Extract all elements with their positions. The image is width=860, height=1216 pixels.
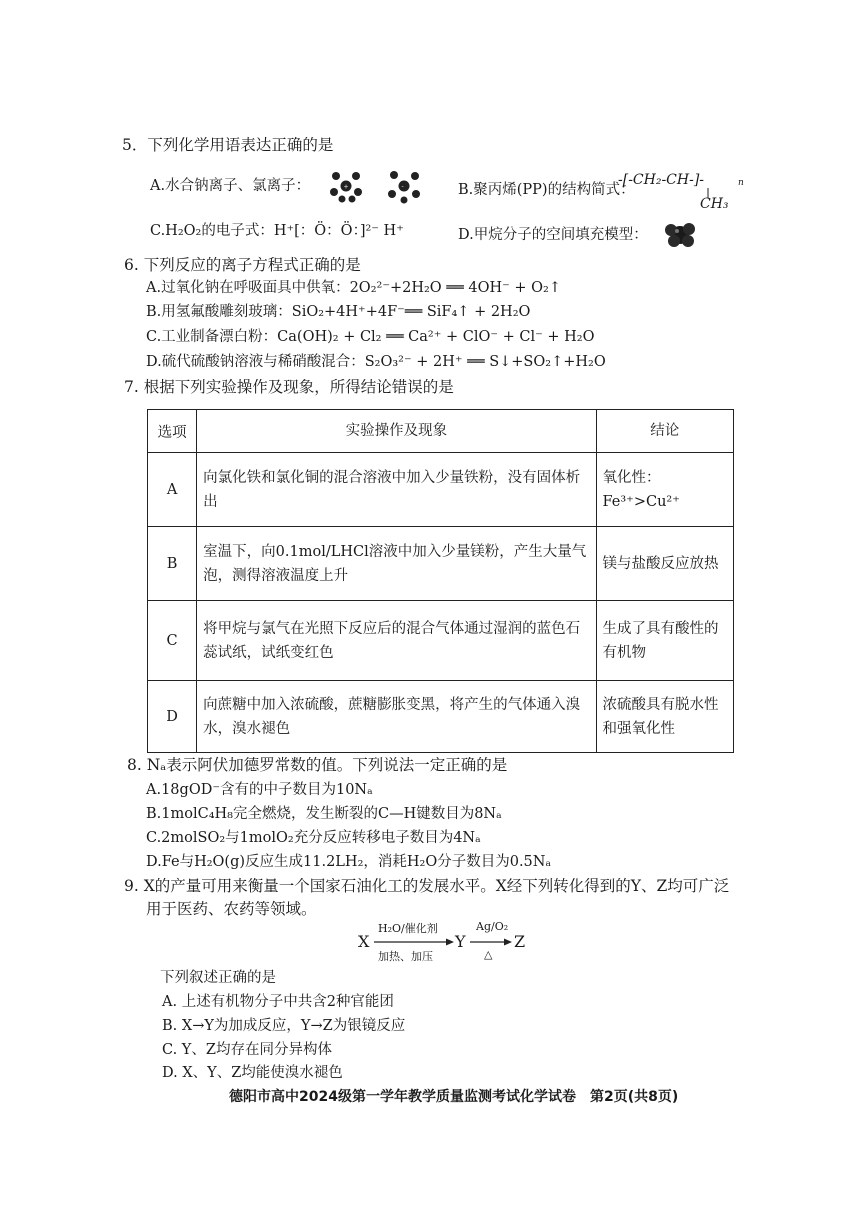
q9-lead: 下列叙述正确的是 (160, 970, 276, 986)
q6-option-c: C.工业制备漂白粉：Ca(OH)₂ + Cl₂ ══ Ca²⁺ + ClO⁻ + Cl⁻ + H₂O (146, 329, 595, 345)
row-b-conclusion: 镁与盐酸反应放热 (596, 527, 733, 601)
pp-formula-branch: CH₃ (700, 196, 729, 212)
q5-option-c: C.H₂O₂的电子式：H⁺[：Ö：Ö：]²⁻ H⁺ (150, 223, 404, 239)
q8-option-d: D.Fe与H₂O(g)反应生成11.2LH₂，消耗H₂O分子数目为0.5Nₐ (146, 854, 552, 870)
q5-option-d: D.甲烷分子的空间填充模型： (458, 227, 648, 243)
q6-stem: 6. 下列反应的离子方程式正确的是 (124, 256, 361, 274)
table-header-row (148, 410, 734, 453)
q9-option-b: B. X→Y为加成反应，Y→Z为银镜反应 (162, 1018, 406, 1034)
rxn-arrow1-bottom: 加热、加压 (378, 950, 433, 963)
rxn-arrow1-top: H₂O/催化剂 (378, 922, 438, 935)
q6-option-b: B.用氢氟酸雕刻玻璃：SiO₂+4H⁺+4F⁻══ SiF₄↑ + 2H₂O (146, 304, 531, 320)
q9-stem-line1: 9. X的产量可用来衡量一个国家石油化工的发展水平。X经下列转化得到的Y、Z均可广泛 (124, 877, 730, 895)
row-a-option: A (148, 453, 197, 527)
rxn-x: X (358, 932, 370, 951)
svg-text:-: - (401, 183, 404, 191)
q8-option-c: C.2molSO₂与1molO₂充分反应转移电子数目为4Nₐ (146, 830, 481, 846)
q8-option-a: A.18gOD⁻含有的中子数目为10Nₐ (146, 782, 373, 798)
table-row (148, 527, 734, 601)
row-c-option: C (148, 601, 197, 681)
header-option: 选项 (148, 410, 197, 453)
q5-stem: 5．下列化学用语表达正确的是 (122, 136, 334, 154)
q6-option-a: A.过氧化钠在呼吸面具中供氧：2O₂²⁻+2H₂O ══ 4OH⁻ + O₂↑ (146, 280, 561, 296)
polypropylene-formula (618, 168, 758, 216)
rxn-arrow2-bottom: △ (484, 948, 493, 961)
pp-branch-bond (706, 188, 710, 198)
rxn-arrow2-top: Ag/O₂ (476, 920, 509, 933)
header-operation: 实验操作及现象 (197, 410, 596, 453)
hydrated-ions-illustration (326, 166, 426, 206)
row-c-conclusion: 生成了具有酸性的有机物 (596, 601, 733, 681)
q9-option-d: D. X、Y、Z均能使溴水褪色 (162, 1065, 343, 1081)
row-a-conclusion: 氧化性：Fe³⁺>Cu²⁺ (596, 453, 733, 527)
q9-option-a: A. 上述有机物分子中共含2种官能团 (162, 994, 394, 1010)
pp-formula-n: n (738, 178, 744, 188)
reaction-scheme (358, 920, 538, 968)
q6-option-d: D.硫代硫酸钠溶液与稀硝酸混合：S₂O₃²⁻ + 2H⁺ ══ S↓+SO₂↑+H₂O (146, 354, 606, 370)
q8-stem: 8. Nₐ表示阿伏加德罗常数的值。下列说法一定正确的是 (127, 756, 508, 774)
row-d-option: D (148, 681, 197, 753)
table-row (148, 601, 734, 681)
methane-space-filling-model (660, 220, 700, 248)
q5-option-b: B.聚丙烯(PP)的结构简式： (458, 182, 635, 198)
row-d-operation: 向蔗糖中加入浓硫酸，蔗糖膨胀变黑，将产生的气体通入溴水，溴水褪色 (197, 681, 596, 753)
row-a-operation: 向氯化铁和氯化铜的混合溶液中加入少量铁粉，没有固体析出 (197, 453, 596, 527)
row-b-operation: 室温下，向0.1mol/LHCl溶液中加入少量镁粉，产生大量气泡，测得溶液温度上升 (197, 527, 596, 601)
q7-stem: 7. 根据下列实验操作及现象，所得结论错误的是 (124, 378, 454, 396)
experiment-table (147, 409, 734, 753)
row-c-operation: 将甲烷与氯气在光照下反应后的混合气体通过湿润的蓝色石蕊试纸，试纸变红色 (197, 601, 596, 681)
q5-option-a: A.水合钠离子、氯离子： (150, 178, 311, 194)
page-footer: 德阳市高中2024级第一学年教学质量监测考试化学试卷 第2页(共8页) (229, 1089, 679, 1105)
rxn-z: Z (514, 932, 526, 951)
table-row (148, 453, 734, 527)
svg-text:+: + (343, 183, 349, 191)
row-b-option: B (148, 527, 197, 601)
q8-option-b: B.1molC₄H₈完全燃烧，发生断裂的C—H键数目为8Nₐ (146, 806, 502, 822)
rxn-arrow1 (374, 938, 454, 946)
rxn-arrow2 (470, 938, 512, 946)
q9-stem-line2: 用于医药、农药等领域。 (146, 900, 317, 918)
header-conclusion: 结论 (596, 410, 733, 453)
rxn-y: Y (455, 932, 466, 951)
pp-formula-main: -[-CH₂-CH-]- (618, 172, 705, 188)
row-d-conclusion: 浓硫酸具有脱水性和强氧化性 (596, 681, 733, 753)
table-row (148, 681, 734, 753)
q9-option-c: C. Y、Z均存在同分异构体 (162, 1042, 332, 1058)
